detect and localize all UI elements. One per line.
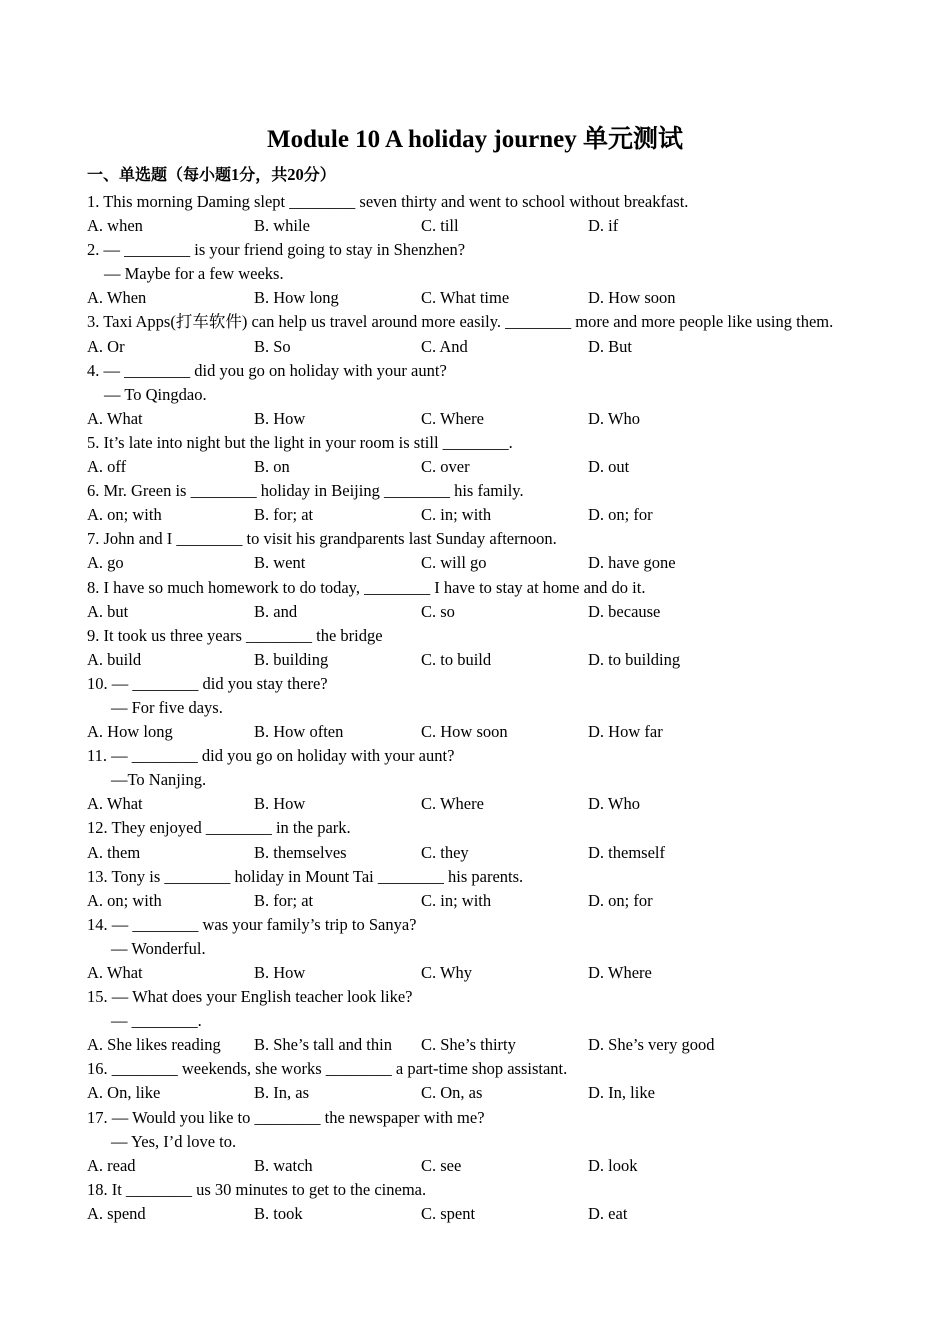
question-item [87, 238, 887, 310]
option-a[interactable]: A. on; with [87, 505, 162, 525]
option-b[interactable]: B. How often [254, 722, 344, 742]
question-dialog-line: — ________. [111, 1011, 202, 1031]
question-item [87, 816, 887, 864]
question-stem: 5. It’s late into night but the light in your room is still ________. [87, 432, 513, 452]
answer-options [87, 1081, 887, 1105]
answer-options [87, 214, 887, 238]
option-a[interactable]: A. When [87, 288, 147, 308]
question-dialog-line: —To Nanjing. [111, 770, 207, 790]
option-c[interactable]: C. see [421, 1155, 462, 1175]
option-c[interactable]: C. And [421, 336, 468, 356]
answer-options [87, 407, 887, 431]
option-d[interactable]: D. look [588, 1155, 638, 1175]
question-item [87, 913, 887, 985]
option-d[interactable]: D. if [588, 216, 619, 236]
option-c[interactable]: C. On, as [421, 1083, 483, 1103]
option-c[interactable]: C. How soon [421, 722, 508, 742]
option-d[interactable]: D. In, like [588, 1083, 655, 1103]
option-c[interactable]: C. to build [421, 649, 492, 669]
answer-options [87, 841, 887, 865]
option-d[interactable]: D. to building [588, 649, 681, 669]
answer-options [87, 792, 887, 816]
question-dialog-line: — Maybe for a few weeks. [104, 264, 284, 284]
question-stem: 8. I have so much homework to do today, ________ I have to stay at home and do it. [87, 577, 646, 597]
option-c[interactable]: C. they [421, 842, 469, 862]
question-stem: 15. — What does your English teacher look like? [87, 987, 413, 1007]
option-c[interactable]: C. Why [421, 963, 473, 982]
question-item [87, 1178, 887, 1226]
option-a[interactable]: A. How long [87, 722, 173, 742]
option-a[interactable]: A. but [87, 601, 129, 621]
section-heading-middle: 分，共 [239, 165, 288, 184]
question-item [87, 576, 887, 624]
question-list [87, 190, 887, 1226]
option-b[interactable]: B. and [254, 601, 298, 621]
question-item [87, 1106, 887, 1178]
section-heading-per-score: 1 [231, 165, 240, 184]
question-item [87, 624, 887, 672]
question-item [87, 190, 887, 238]
option-b[interactable]: B. How long [254, 288, 339, 308]
section-heading [87, 163, 336, 187]
question-item [87, 359, 887, 431]
option-b[interactable]: B. went [254, 553, 306, 573]
option-c[interactable]: C. in; with [421, 890, 492, 910]
option-c[interactable]: C. She’s thirty [421, 1035, 516, 1055]
option-b[interactable]: B. How [254, 794, 306, 814]
answer-options [87, 1202, 887, 1226]
question-item [87, 865, 887, 913]
option-c[interactable]: C. in; with [421, 505, 492, 525]
question-dialog-line: — Wonderful. [111, 938, 206, 958]
option-d[interactable]: D. Who [588, 408, 640, 428]
question-dialog-line: — For five days. [111, 697, 223, 717]
option-a[interactable]: A. What [87, 794, 143, 814]
option-b[interactable]: B. on [254, 457, 290, 477]
option-a[interactable]: A. on; with [87, 890, 162, 910]
option-c[interactable]: C. Where [421, 408, 484, 428]
option-d[interactable]: D. on; for [588, 505, 653, 525]
question-stem: 14. — ________ was your family’s trip to Sanya? [87, 914, 417, 934]
option-b[interactable]: B. watch [254, 1155, 313, 1175]
option-d[interactable]: D. But [588, 336, 633, 356]
option-a[interactable]: A. go [87, 553, 124, 573]
question-stem: 16. ________ weekends, she works ________ a part-time shop assistant. [87, 1059, 568, 1079]
answer-options [87, 1033, 887, 1057]
question-item [87, 479, 887, 527]
question-stem: 4. — ________ did you go on holiday with your aunt? [87, 360, 447, 380]
answer-options [87, 335, 887, 359]
option-d[interactable]: D. How far [588, 722, 663, 742]
option-a[interactable]: A. On, like [87, 1083, 161, 1103]
option-a[interactable]: A. What [87, 408, 143, 428]
option-c[interactable]: C. spent [421, 1203, 476, 1223]
question-item [87, 431, 887, 479]
question-item [87, 527, 887, 575]
option-c[interactable]: C. Where [421, 794, 484, 814]
answer-options [87, 600, 887, 624]
answer-options [87, 1154, 887, 1178]
option-a[interactable]: A. spend [87, 1203, 146, 1223]
question-stem: 17. — Would you like to ________ the newspaper with me? [87, 1107, 485, 1127]
option-b[interactable]: B. So [254, 336, 291, 356]
option-a[interactable]: A. She likes reading [87, 1035, 221, 1055]
option-d[interactable]: D. on; for [588, 890, 653, 910]
option-d[interactable]: D. eat [588, 1203, 628, 1223]
option-c[interactable]: C. over [421, 457, 470, 477]
answer-options [87, 503, 887, 527]
option-c[interactable]: C. so [421, 601, 455, 621]
option-b[interactable]: B. themselves [254, 842, 347, 862]
question-stem: 13. Tony is ________ holiday in Mount Tai ________ his parents. [87, 866, 524, 886]
option-d[interactable]: D. because [588, 601, 661, 621]
option-c[interactable]: C. till [421, 216, 459, 236]
answer-options [87, 720, 887, 744]
question-stem: 9. It took us three years ________ the bridge [87, 625, 383, 645]
question-item [87, 985, 887, 1057]
question-stem: 2. — ________ is your friend going to stay in Shenzhen? [87, 240, 466, 260]
option-d[interactable]: D. Who [588, 794, 640, 814]
option-d[interactable]: D. Where [588, 963, 652, 982]
option-b[interactable]: B. for; at [254, 890, 314, 910]
option-a[interactable]: A. Or [87, 336, 125, 356]
option-b[interactable]: B. How [254, 408, 306, 428]
option-b[interactable]: B. How [254, 963, 306, 982]
option-a[interactable]: A. off [87, 457, 127, 477]
question-stem: 6. Mr. Green is ________ holiday in Beijing ________ his family. [87, 481, 524, 501]
option-a[interactable]: A. build [87, 649, 142, 669]
option-d[interactable]: D. have gone [588, 553, 676, 573]
section-heading-total: 20 [287, 165, 304, 184]
option-b[interactable]: B. took [254, 1203, 303, 1223]
question-stem: 7. John and I ________ to visit his grandparents last Sunday afternoon. [87, 529, 557, 549]
section-heading-suffix: 分） [303, 165, 336, 184]
option-b[interactable]: B. building [254, 649, 329, 669]
answer-options [87, 961, 887, 985]
answer-options [87, 455, 887, 479]
question-dialog-line: — Yes, I’d love to. [111, 1131, 237, 1151]
page-title: Module 10 A holiday journey 单元测试 [266, 126, 684, 153]
option-b[interactable]: B. She’s tall and thin [254, 1035, 392, 1055]
answer-options [87, 551, 887, 575]
question-stem: 10. — ________ did you stay there? [87, 673, 328, 693]
question-item [87, 310, 887, 358]
question-item [87, 672, 887, 744]
option-d[interactable]: D. How soon [588, 288, 676, 308]
option-a[interactable]: A. read [87, 1155, 136, 1175]
option-d[interactable]: D. themself [588, 842, 665, 862]
question-item [87, 744, 887, 816]
option-b[interactable]: B. for; at [254, 505, 314, 525]
question-stem: 1. This morning Daming slept ________ seven thirty and went to school without breakfast. [87, 192, 689, 211]
question-stem: 12. They enjoyed ________ in the park. [87, 818, 351, 838]
section-heading-prefix: 一、单选题（每小题 [87, 165, 232, 184]
question-stem: 3. Taxi Apps(打车软件) can help us travel around more easily. ________ more and more people like using them. [87, 312, 834, 332]
option-a[interactable]: A. What [87, 963, 143, 982]
question-stem: 18. It ________ us 30 minutes to get to the cinema. [87, 1179, 427, 1199]
option-d[interactable]: D. out [588, 457, 630, 477]
option-b[interactable]: B. In, as [254, 1083, 309, 1103]
option-a[interactable]: A. them [87, 842, 141, 862]
answer-options [87, 648, 887, 672]
option-d[interactable]: D. She’s very good [588, 1035, 715, 1055]
answer-options [87, 286, 887, 310]
option-a[interactable]: A. when [87, 216, 143, 236]
question-stem: 11. — ________ did you go on holiday with your aunt? [87, 746, 455, 766]
answer-options [87, 889, 887, 913]
option-c[interactable]: C. What time [421, 288, 510, 308]
option-c[interactable]: C. will go [421, 553, 487, 573]
option-b[interactable]: B. while [254, 216, 310, 236]
question-item [87, 1057, 887, 1105]
question-dialog-line: — To Qingdao. [104, 384, 207, 404]
